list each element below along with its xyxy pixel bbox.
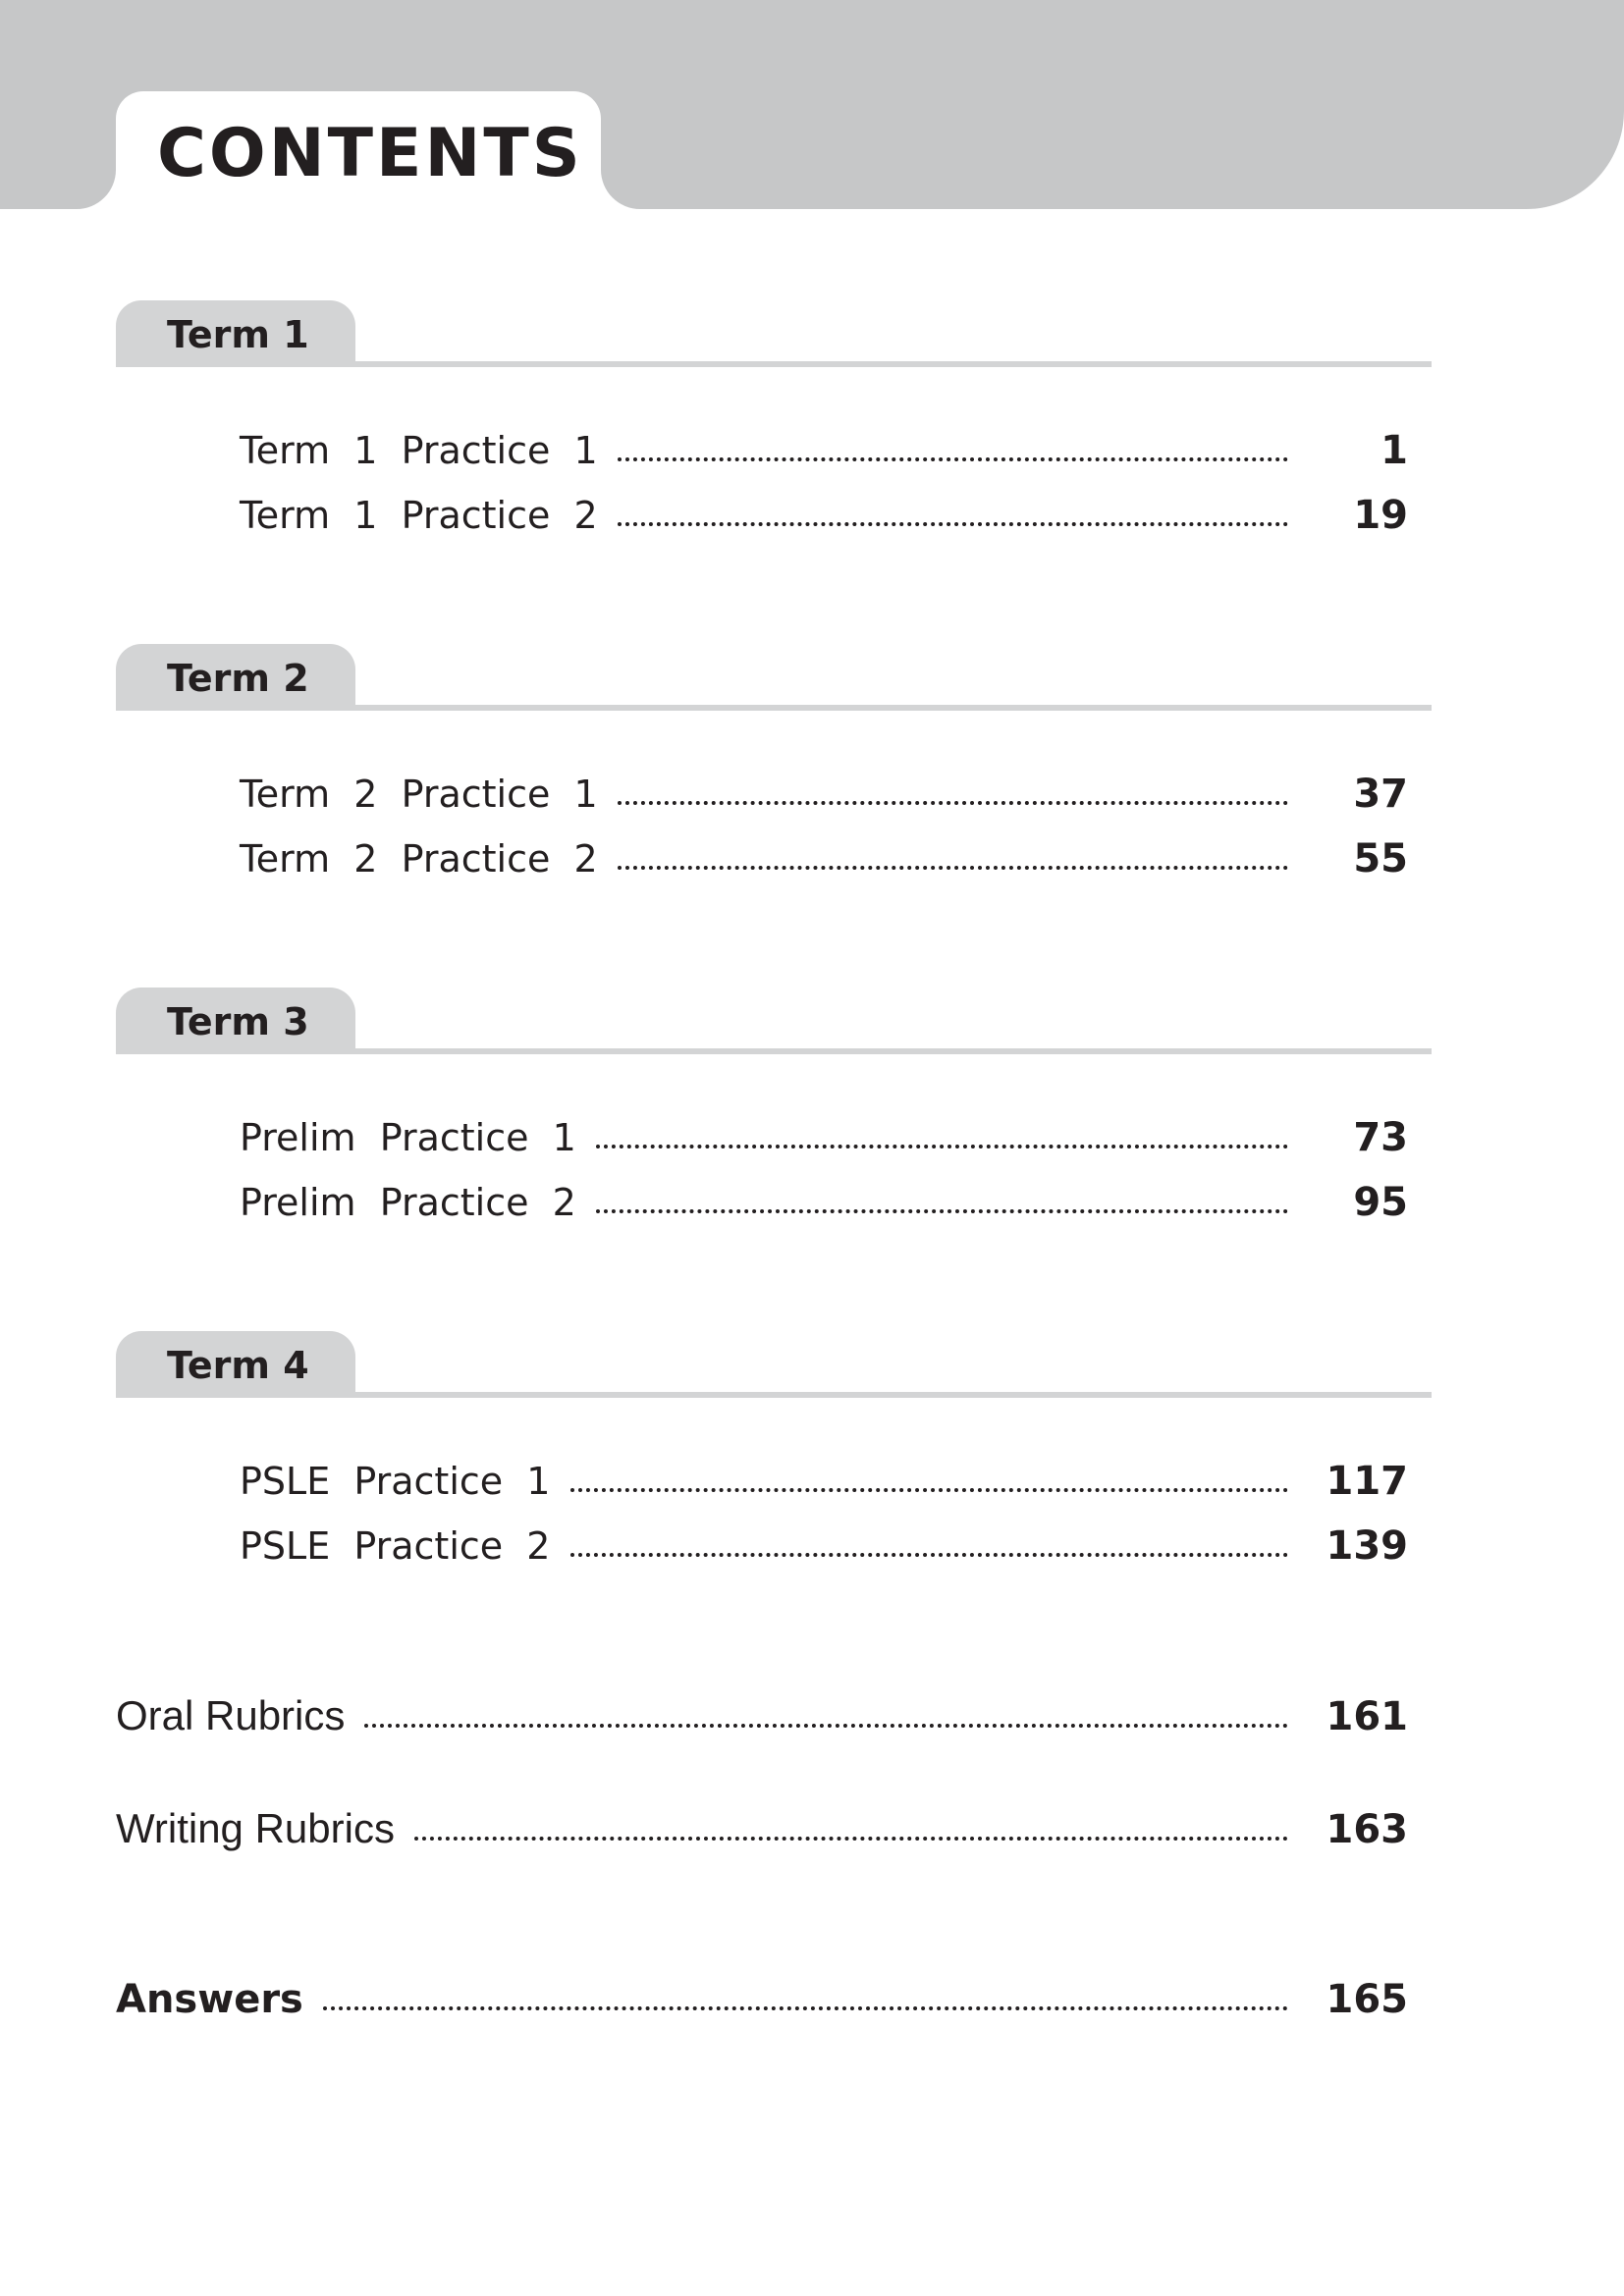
toc-entry-title: Term 1 Practice 1 bbox=[240, 429, 598, 472]
toc-entry-term1-practice2[interactable] bbox=[240, 493, 1408, 548]
toc-entry-title: PSLE Practice 1 bbox=[240, 1460, 551, 1503]
toc-entry-title: Term 1 Practice 2 bbox=[240, 494, 598, 537]
section-header-term-1 bbox=[116, 300, 1432, 367]
dot-leader bbox=[596, 1145, 1288, 1148]
toc-entry-title: Prelim Practice 1 bbox=[240, 1116, 576, 1159]
dot-leader bbox=[618, 457, 1288, 461]
toc-entry-psle-practice1[interactable] bbox=[240, 1459, 1408, 1514]
toc-entry-page: 19 bbox=[1353, 493, 1408, 538]
section-rule bbox=[116, 705, 1432, 711]
toc-entry-page: 117 bbox=[1326, 1459, 1408, 1504]
toc-entry-page: 73 bbox=[1353, 1115, 1408, 1160]
section-header-term-2 bbox=[116, 644, 1432, 711]
toc-entry-page: 163 bbox=[1326, 1807, 1408, 1852]
toc-entry-term1-practice1[interactable] bbox=[240, 428, 1408, 483]
toc-entry-title: Writing Rubrics bbox=[116, 1805, 395, 1851]
section-header-term-4 bbox=[116, 1331, 1432, 1398]
toc-entry-page: 95 bbox=[1353, 1180, 1408, 1225]
section-rule bbox=[116, 1392, 1432, 1398]
dot-leader bbox=[414, 1837, 1288, 1841]
dot-leader bbox=[618, 866, 1288, 870]
toc-entry-writing-rubrics[interactable] bbox=[116, 1805, 1408, 1860]
toc-entry-page: 37 bbox=[1353, 772, 1408, 817]
section-label: Term 3 bbox=[167, 1000, 309, 1043]
toc-entry-title: Term 2 Practice 2 bbox=[240, 837, 598, 881]
header-tab-fillet-left bbox=[77, 170, 116, 209]
toc-entry-title: Prelim Practice 2 bbox=[240, 1181, 576, 1224]
toc-entry-term2-practice1[interactable] bbox=[240, 772, 1408, 827]
toc-entry-page: 161 bbox=[1326, 1694, 1408, 1739]
dot-leader bbox=[618, 801, 1288, 805]
toc-entry-title: PSLE Practice 2 bbox=[240, 1524, 551, 1568]
toc-entry-title: Answers bbox=[116, 1977, 303, 2022]
section-rule bbox=[116, 361, 1432, 367]
section-header-term-3 bbox=[116, 988, 1432, 1054]
dot-leader bbox=[618, 522, 1288, 526]
toc-entry-page: 1 bbox=[1380, 428, 1408, 473]
toc-entry-page: 139 bbox=[1326, 1523, 1408, 1569]
dot-leader bbox=[323, 2006, 1288, 2010]
header-tab-fillet-right bbox=[601, 170, 640, 209]
dot-leader bbox=[570, 1488, 1289, 1492]
toc-entry-prelim-practice1[interactable] bbox=[240, 1115, 1408, 1170]
toc-entry-term2-practice2[interactable] bbox=[240, 836, 1408, 891]
section-rule bbox=[116, 1048, 1432, 1054]
section-label: Term 1 bbox=[167, 313, 309, 356]
dot-leader bbox=[364, 1724, 1288, 1728]
toc-entry-psle-practice2[interactable] bbox=[240, 1523, 1408, 1578]
dot-leader bbox=[596, 1209, 1288, 1213]
toc-entry-oral-rubrics[interactable] bbox=[116, 1692, 1408, 1747]
section-label: Term 4 bbox=[167, 1344, 309, 1387]
toc-entry-title: Oral Rubrics bbox=[116, 1692, 346, 1738]
toc-entry-prelim-practice2[interactable] bbox=[240, 1180, 1408, 1235]
toc-entry-title: Term 2 Practice 1 bbox=[240, 773, 598, 816]
toc-entry-page: 165 bbox=[1326, 1977, 1408, 2022]
dot-leader bbox=[570, 1553, 1289, 1557]
toc-entry-answers[interactable] bbox=[116, 1977, 1408, 2032]
page-title: CONTENTS bbox=[157, 115, 583, 192]
toc-entry-page: 55 bbox=[1353, 836, 1408, 881]
section-label: Term 2 bbox=[167, 657, 309, 700]
